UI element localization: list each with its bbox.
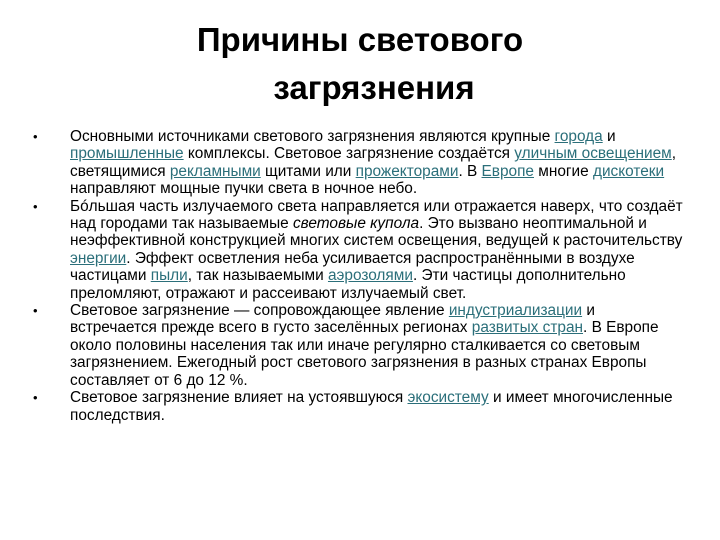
title-line-2: загрязнения <box>273 69 475 106</box>
bullet-item-2 <box>33 198 683 302</box>
slide-title <box>0 16 720 112</box>
text-fragment: щитами или <box>260 162 356 180</box>
link-street-lighting[interactable]: уличным освещением <box>514 145 672 163</box>
text-fragment: и <box>602 128 616 145</box>
text-fragment: Световое загрязнение влияет на устоявшуюся <box>70 389 408 407</box>
bullet-item-1 <box>33 128 683 198</box>
bullet-item-4 <box>33 389 683 424</box>
text-fragment: , светящимися <box>70 145 677 180</box>
link-industrial[interactable]: промышленные <box>70 145 184 163</box>
bullet-icon: • <box>33 303 38 319</box>
link-industrialization[interactable]: индустриализации <box>448 302 583 320</box>
link-cities[interactable]: города <box>554 128 603 145</box>
text-fragment: . Эти частицы дополнительно преломляют, отражают и рассеивают излучаемый свет. <box>70 267 626 302</box>
link-advertising[interactable]: рекламными <box>169 162 261 180</box>
link-europe[interactable]: Европе <box>481 162 534 180</box>
bullet-icon: • <box>33 129 38 144</box>
text-fragment: и имеет многочисленные последствия. <box>70 389 673 424</box>
link-dust[interactable]: пыли <box>150 267 188 285</box>
text-fragment: и встречается прежде всего в густо заселённых регионах <box>70 302 595 337</box>
link-ecosystem[interactable]: экосистему <box>407 389 489 407</box>
text-fragment: . В <box>458 162 482 180</box>
text-fragment: . В Европе около половины населения так или иначе регулярно сталкивается со световым загрязнением. Ежегодный рост светового загрязнения в разных странах Европы составляет от 6 до 12 %. <box>70 319 659 389</box>
text-fragment: Основными источниками светового загрязнения являются крупные <box>70 128 555 145</box>
text-fragment: Бóльшая часть излучаемого света направляется или отражается наверх, что создаёт над городами так называемые <box>70 197 683 233</box>
text-fragment: Световое загрязнение — сопровождающее явление <box>70 302 449 320</box>
link-energy[interactable]: энергии <box>70 249 127 267</box>
bullet-icon: • <box>33 390 38 406</box>
text-fragment: многие <box>534 162 593 180</box>
text-fragment: . Это вызвано неоптимальной и неэффективной конструкцией многих систем освещения, ведущей к расточительству <box>70 215 683 250</box>
text-fragment: , так называемыми <box>187 267 328 285</box>
text-fragment: . Эффект осветления неба усиливается распространёнными в воздухе частицами <box>70 249 635 285</box>
bullet-item-3 <box>33 302 683 389</box>
bullet-icon: • <box>33 198 38 214</box>
bullet-list <box>33 128 683 424</box>
link-aerosols[interactable]: аэрозолями <box>327 267 413 285</box>
text-fragment: комплексы. Световое загрязнение создаётся <box>183 145 515 163</box>
emphasis-light-domes: световые купола <box>292 215 420 233</box>
title-line-1: Причины светового <box>196 21 524 58</box>
link-discotheques[interactable]: дискотеки <box>592 162 665 180</box>
text-fragment: направляют мощные пучки света в ночное небо. <box>70 180 418 198</box>
link-developed-countries[interactable]: развитых стран <box>471 319 584 337</box>
link-spotlights[interactable]: прожекторами <box>355 162 459 180</box>
